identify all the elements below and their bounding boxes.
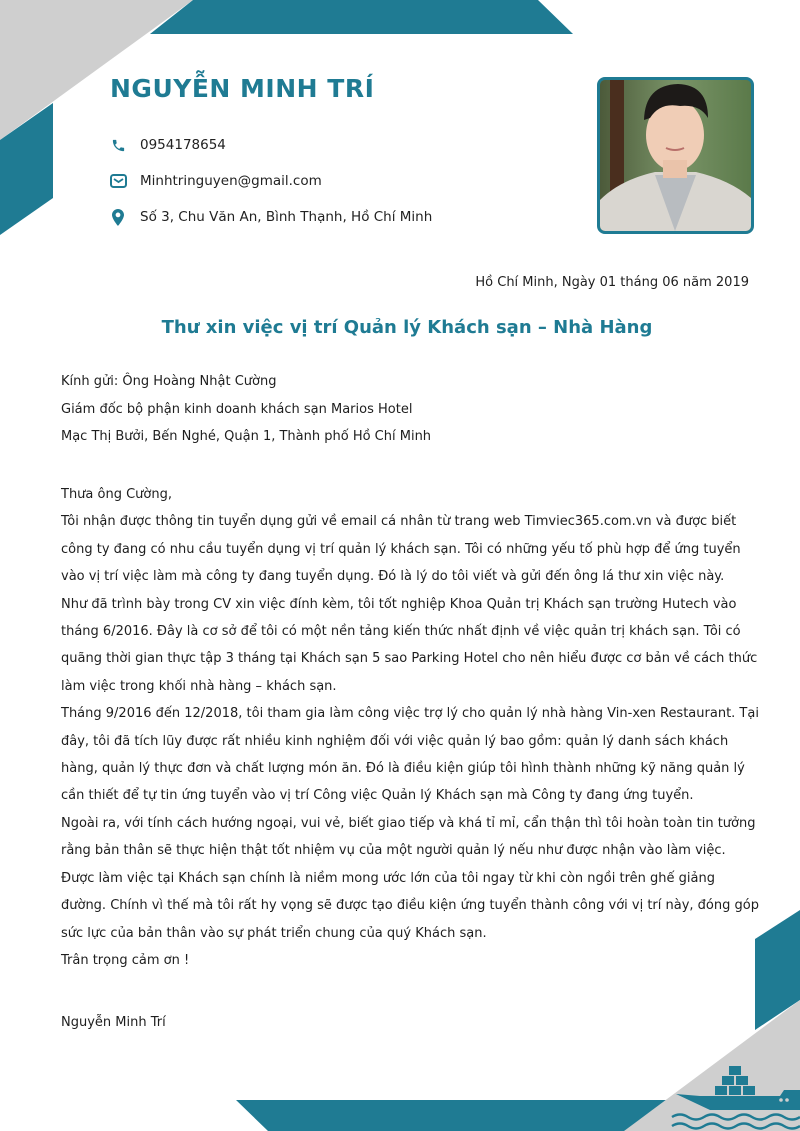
recipient-line: Mạc Thị Bưởi, Bến Nghé, Quận 1, Thành phố Hồ Chí Minh	[61, 429, 432, 444]
body-line: tháng 6/2016. Đây là cơ sở để tôi có một nền tảng kiến thức nhất định về việc quản trị khách sạn. Tôi có	[61, 624, 741, 640]
body-line: Như đã trình bày trong CV xin việc đính kèm, tôi tốt nghiệp Khoa Quản trị Khách sạn trường Hutech vào	[61, 596, 737, 612]
avatar	[597, 77, 754, 234]
body-line: vào vị trí việc làm mà công ty đang tuyển dụng. Đó là lý do tôi viết và gửi đến ông lá thư xin việc này.	[61, 569, 725, 585]
salutation: Thưa ông Cường,	[61, 487, 172, 502]
location-pin-icon	[109, 208, 127, 226]
phone-number: 0954178654	[140, 137, 226, 153]
body-line: công ty đang có nhu cầu tuyển dụng vị trí quản lý khách sạn. Tôi có những yếu tố phù hợp để ứng tuyển	[61, 541, 741, 557]
top-left-gray-shape	[0, 0, 193, 140]
body-line: quãng thời gian thực tập 3 tháng tại Khách sạn 5 sao Parking Hotel cho nên hiểu được cơ bản về cách thức	[61, 651, 758, 667]
candidate-name: NGUYỄN MINH TRÍ	[110, 74, 375, 103]
contact-address	[109, 207, 432, 227]
signature: Nguyễn Minh Trí	[61, 1015, 166, 1030]
body-line: rằng bản thân sẽ thực hiện thật tốt nhiệm vụ của một người quản lý nếu như được nhận vào làm việc.	[61, 843, 726, 859]
body-line: làm việc trong khối nhà hàng – khách sạn.	[61, 678, 337, 694]
phone-icon	[109, 136, 127, 154]
body-line: Ngoài ra, với tính cách hướng ngoại, vui vẻ, biết giao tiếp và khá tỉ mỉ, cẩn thận thì tôi hoàn toàn tin tưởng	[61, 815, 756, 831]
closing-line: Trân trọng cảm ơn !	[61, 952, 190, 968]
body-line: sức lực của bản thân vào sự phát triển chung của quý Khách sạn.	[61, 925, 487, 941]
body-line: Được làm việc tại Khách sạn chính là niềm mong ước lớn của tôi ngay từ khi còn ngồi trên ghế giảng	[61, 870, 715, 886]
body-line: Tháng 9/2016 đến 12/2018, tôi tham gia làm công việc trợ lý cho quản lý nhà hàng Vin-xen Restaurant. Tại	[61, 706, 759, 722]
recipient-block	[61, 368, 431, 451]
body-line: đây, tôi đã tích lũy được rất nhiều kinh nghiệm đối với việc quản lý bao gồm: quản lý danh sách khách	[61, 733, 729, 749]
recipient-line: Giám đốc bộ phận kinh doanh khách sạn Marios Hotel	[61, 401, 413, 417]
email-address: Minhtringuyen@gmail.com	[140, 173, 322, 189]
letter-title: Thư xin việc vị trí Quản lý Khách sạn – Nhà Hàng	[161, 317, 653, 338]
body-line: hàng, quản lý thực đơn và chất lượng món ăn. Đó là điều kiện giúp tôi hình thành những kỹ năng quản lý	[61, 761, 745, 777]
body-line: đường. Chính vì thế mà tôi rất hy vọng sẽ được tạo điều kiện ứng tuyển thành công với vị trí này, đóng góp	[61, 898, 759, 914]
portrait-photo	[600, 80, 751, 231]
recipient-line: Kính gửi: Ông Hoàng Nhật Cường	[61, 374, 277, 389]
contact-phone	[109, 135, 226, 155]
email-icon	[109, 172, 127, 190]
letter-body	[61, 481, 761, 974]
body-line: cần thiết để tự tin ứng tuyển vào vị trí Công việc Quản lý Khách sạn mà Công ty đang ứng tuyển.	[61, 788, 694, 804]
body-line: Tôi nhận được thông tin tuyển dụng gửi về email cá nhân từ trang web Timviec365.com.vn và được biết	[61, 514, 737, 530]
top-teal-bar	[150, 0, 573, 34]
letter-date: Hồ Chí Minh, Ngày 01 tháng 06 năm 2019	[475, 275, 749, 290]
contact-email	[109, 171, 322, 191]
address-text: Số 3, Chu Văn An, Bình Thạnh, Hồ Chí Minh	[140, 209, 433, 225]
